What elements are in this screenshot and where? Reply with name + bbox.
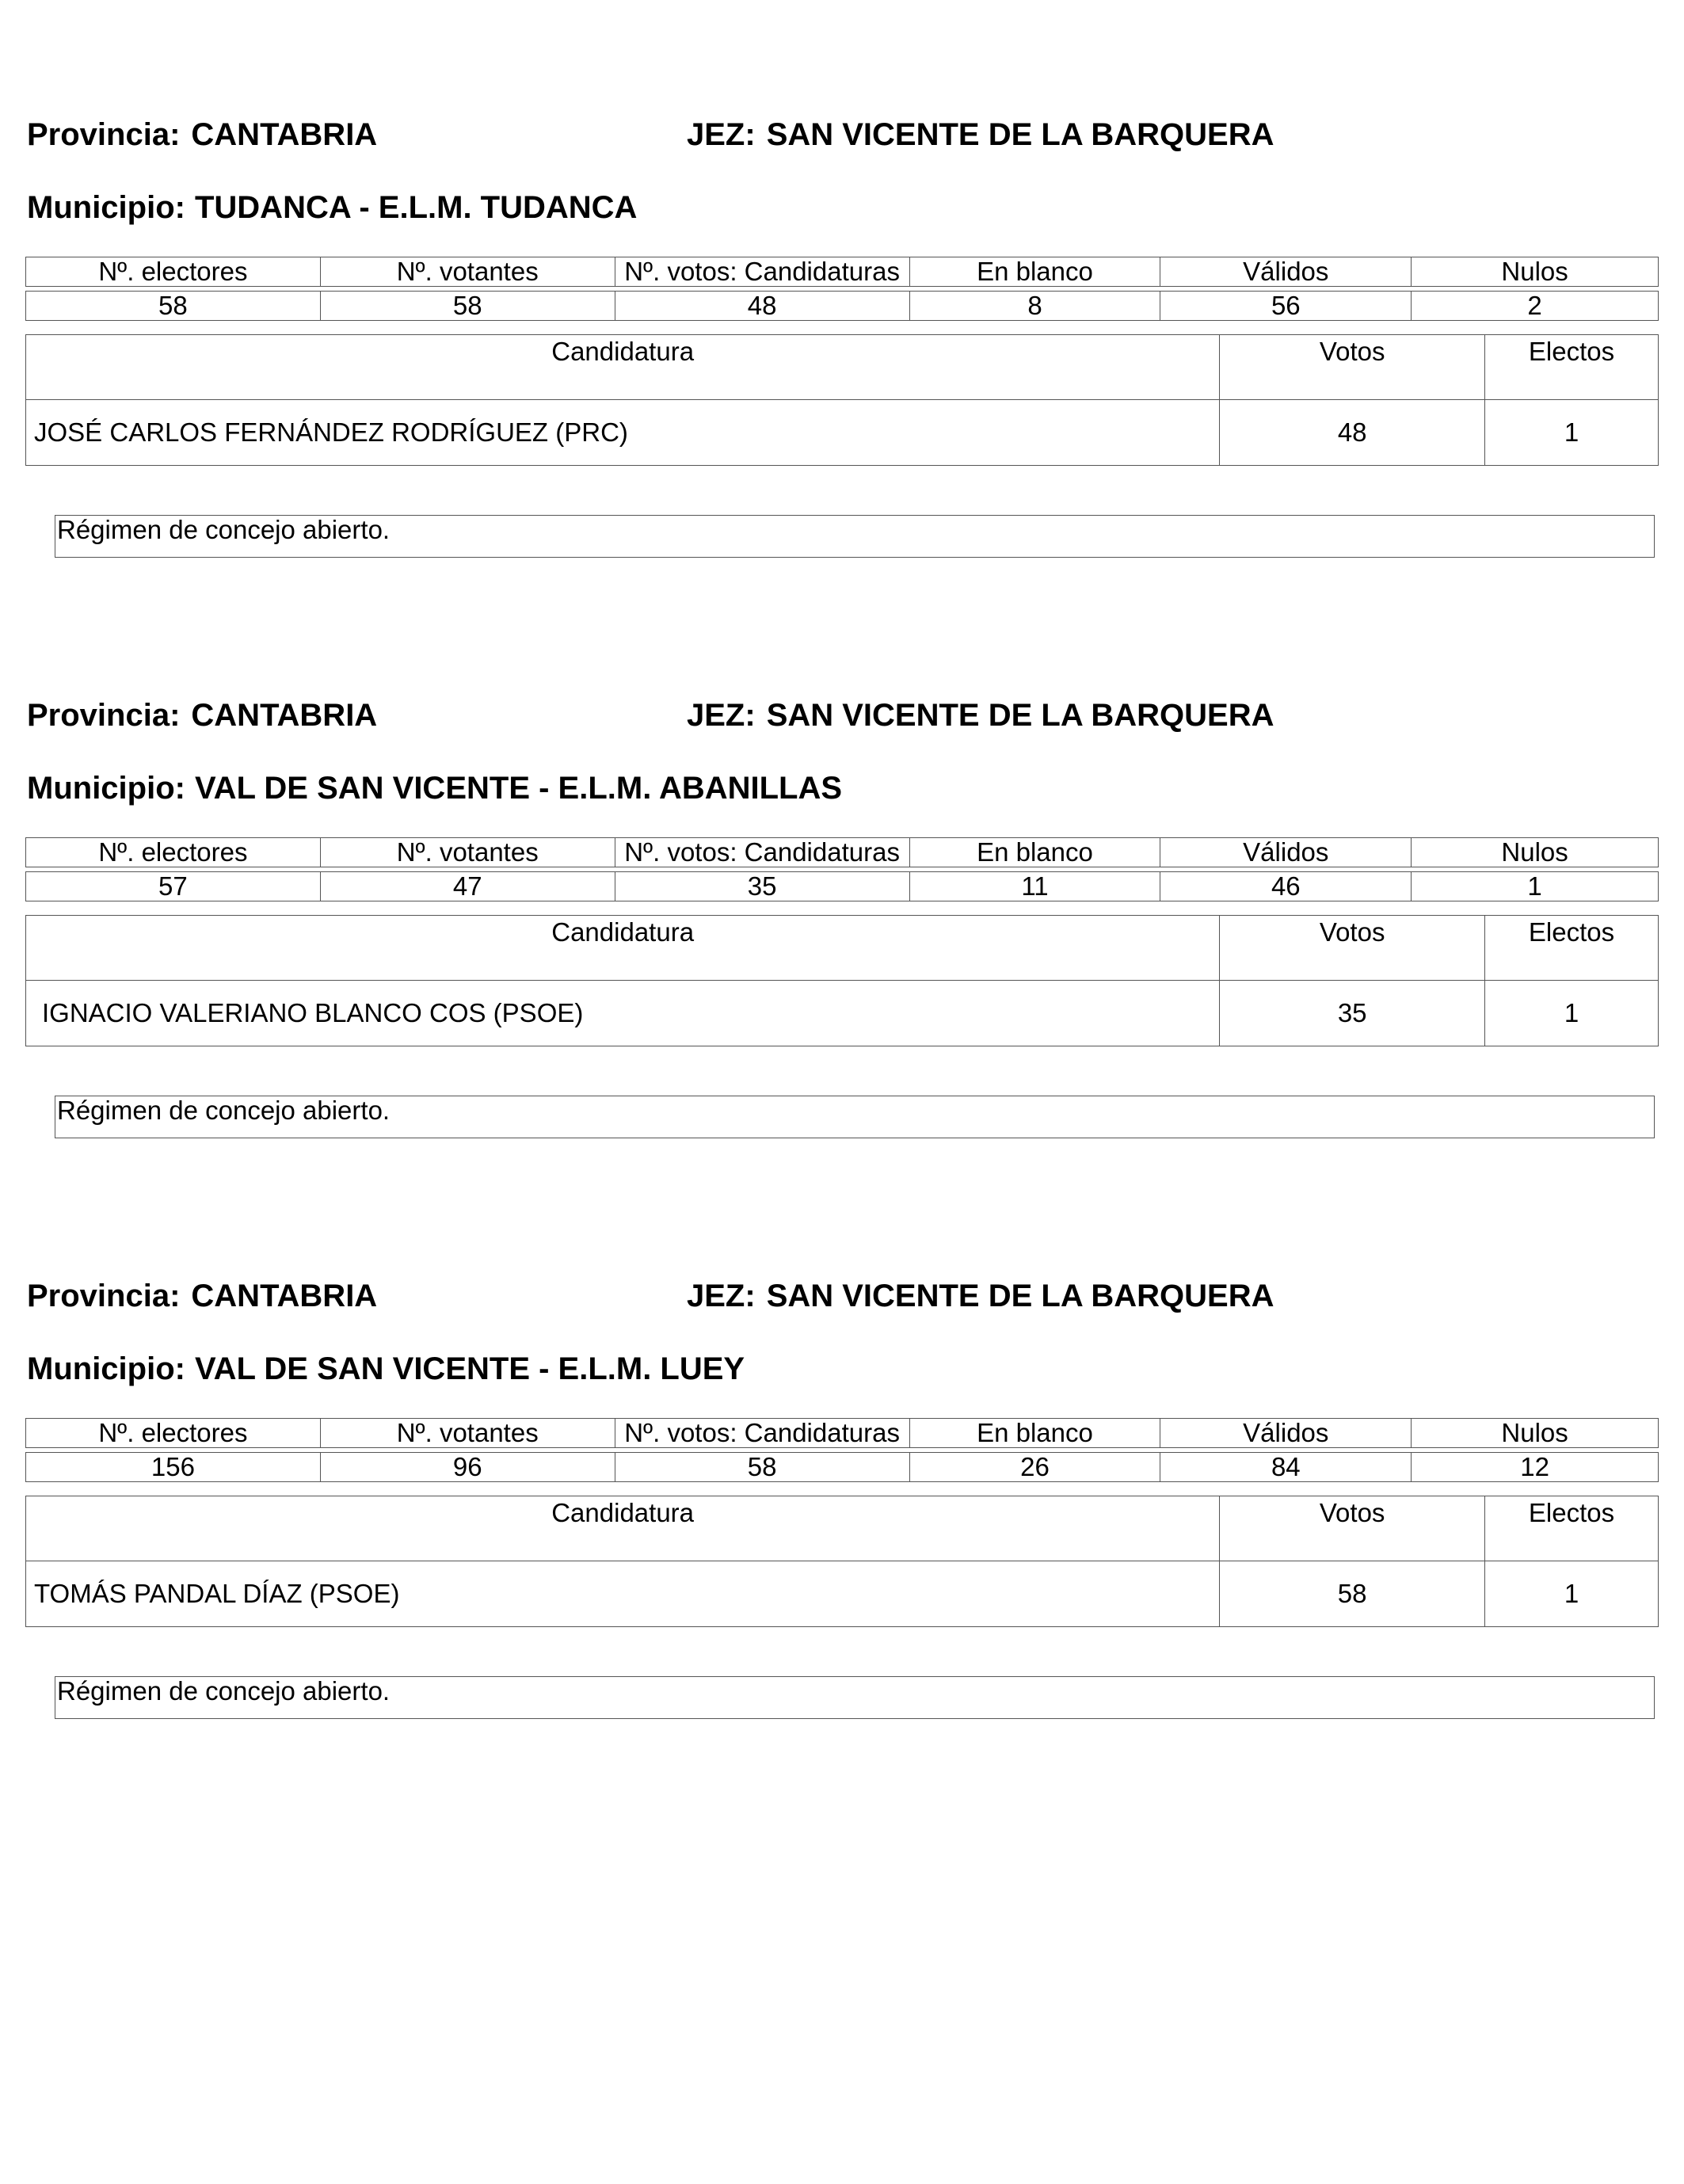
candidate-electos: 1: [1485, 1561, 1659, 1627]
provincia-value: CANTABRIA: [191, 698, 378, 733]
stat-value: 12: [1412, 1453, 1659, 1482]
stat-value: 96: [320, 1453, 615, 1482]
provincia-heading: Provincia: CANTABRIA: [27, 1279, 378, 1313]
provincia-value: CANTABRIA: [191, 1279, 378, 1313]
stat-header: Nº. votos: Candidaturas: [615, 257, 909, 287]
stat-value: 2: [1412, 292, 1659, 321]
cand-header-electos: Electos: [1485, 335, 1659, 400]
stat-value: 35: [615, 872, 909, 901]
candidate-name: IGNACIO VALERIANO BLANCO COS (PSOE): [26, 981, 1220, 1046]
stat-header: En blanco: [909, 838, 1160, 867]
cand-header-candidatura: Candidatura: [26, 1496, 1220, 1561]
candidate-electos: 1: [1485, 400, 1659, 466]
stat-value: 1: [1412, 872, 1659, 901]
jez-value: SAN VICENTE DE LA BARQUERA: [766, 1279, 1274, 1313]
municipio-heading: Municipio: VAL DE SAN VICENTE - E.L.M. LUEY: [27, 1351, 745, 1386]
cand-header-electos: Electos: [1485, 1496, 1659, 1561]
cand-header-electos: Electos: [1485, 916, 1659, 981]
stat-header: Nulos: [1412, 1419, 1659, 1448]
stat-value: 58: [26, 292, 321, 321]
stat-value: 57: [26, 872, 321, 901]
municipio-heading: Municipio: TUDANCA - E.L.M. TUDANCA: [27, 190, 638, 225]
stat-header: Nº. votantes: [320, 838, 615, 867]
cand-header-candidatura: Candidatura: [26, 335, 1220, 400]
stat-value: 48: [615, 292, 909, 321]
stat-header: Nulos: [1412, 257, 1659, 287]
jez-value: SAN VICENTE DE LA BARQUERA: [766, 698, 1274, 733]
stat-header: Válidos: [1160, 1419, 1412, 1448]
jez-heading: JEZ: SAN VICENTE DE LA BARQUERA: [687, 1279, 1274, 1313]
stat-value: 56: [1160, 292, 1412, 321]
stat-value: 156: [26, 1453, 321, 1482]
municipio-value: TUDANCA - E.L.M. TUDANCA: [194, 190, 638, 225]
cand-header-votos: Votos: [1220, 335, 1485, 400]
municipio-value: VAL DE SAN VICENTE - E.L.M. LUEY: [194, 1351, 745, 1386]
stat-header: En blanco: [909, 257, 1160, 287]
candidate-name: TOMÁS PANDAL DÍAZ (PSOE): [26, 1561, 1220, 1627]
stats-table: [25, 1418, 1659, 1482]
candidates-table: [25, 334, 1659, 466]
cand-header-votos: Votos: [1220, 1496, 1485, 1561]
stat-value: 58: [615, 1453, 909, 1482]
stat-value: 47: [320, 872, 615, 901]
note-box: Régimen de concejo abierto.: [55, 1096, 1655, 1138]
provincia-value: CANTABRIA: [191, 117, 378, 152]
stats-table: [25, 257, 1659, 321]
stat-value: 46: [1160, 872, 1412, 901]
stat-header: Nº. electores: [26, 257, 321, 287]
stat-value: 26: [909, 1453, 1160, 1482]
note-box: Régimen de concejo abierto.: [55, 1676, 1655, 1719]
municipality-section: [25, 696, 1659, 1277]
provincia-heading: Provincia: CANTABRIA: [27, 698, 378, 733]
cand-header-candidatura: Candidatura: [26, 916, 1220, 981]
provincia-heading: Provincia: CANTABRIA: [27, 117, 378, 152]
stat-header: Nº. votos: Candidaturas: [615, 1419, 909, 1448]
stat-header: Nº. votos: Candidaturas: [615, 838, 909, 867]
candidate-votos: 48: [1220, 400, 1485, 466]
jez-value: SAN VICENTE DE LA BARQUERA: [766, 117, 1274, 152]
municipio-value: VAL DE SAN VICENTE - E.L.M. ABANILLAS: [194, 771, 843, 806]
stats-table: [25, 837, 1659, 901]
stat-header: En blanco: [909, 1419, 1160, 1448]
municipio-heading: Municipio: VAL DE SAN VICENTE - E.L.M. ABANILLAS: [27, 771, 843, 806]
stat-value: 8: [909, 292, 1160, 321]
stat-header: Nulos: [1412, 838, 1659, 867]
stat-value: 58: [320, 292, 615, 321]
stat-value: 84: [1160, 1453, 1412, 1482]
stat-header: Nº. votantes: [320, 257, 615, 287]
jez-heading: JEZ: SAN VICENTE DE LA BARQUERA: [687, 698, 1274, 733]
candidate-name: JOSÉ CARLOS FERNÁNDEZ RODRÍGUEZ (PRC): [26, 400, 1220, 466]
candidates-table: [25, 915, 1659, 1046]
jez-heading: JEZ: SAN VICENTE DE LA BARQUERA: [687, 117, 1274, 152]
stat-header: Válidos: [1160, 838, 1412, 867]
stat-header: Nº. electores: [26, 1419, 321, 1448]
municipality-section: [25, 1277, 1659, 1858]
candidate-votos: 58: [1220, 1561, 1485, 1627]
candidate-electos: 1: [1485, 981, 1659, 1046]
candidates-table: [25, 1496, 1659, 1627]
note-box: Régimen de concejo abierto.: [55, 515, 1655, 558]
stat-header: Válidos: [1160, 257, 1412, 287]
stat-header: Nº. votantes: [320, 1419, 615, 1448]
cand-header-votos: Votos: [1220, 916, 1485, 981]
stat-header: Nº. electores: [26, 838, 321, 867]
municipality-section: [25, 116, 1659, 696]
candidate-votos: 35: [1220, 981, 1485, 1046]
stat-value: 11: [909, 872, 1160, 901]
